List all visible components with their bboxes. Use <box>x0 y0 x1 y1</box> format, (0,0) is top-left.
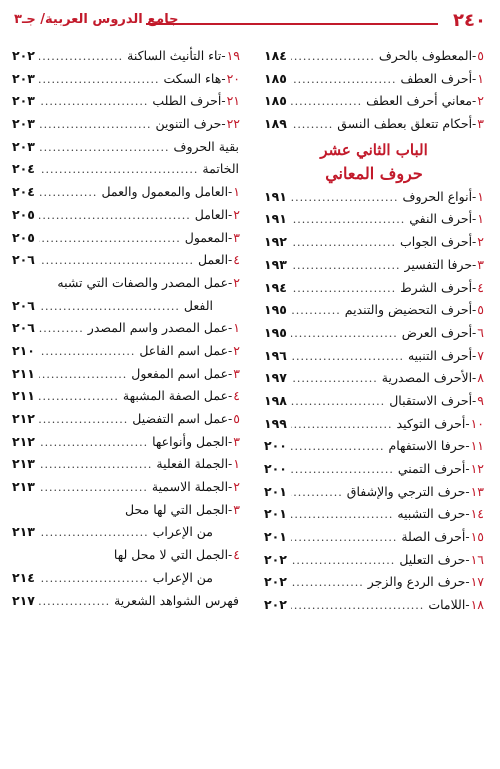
entry-page: ٢٠٢ <box>264 574 287 590</box>
entry-number: ١ <box>477 188 484 204</box>
toc-right-bottom <box>264 189 484 620</box>
entry-page: ١٩٥ <box>264 324 287 340</box>
entry-title: من الإعراب <box>152 524 213 540</box>
entry-title: -الجمل التي لا محل لها <box>113 547 233 563</box>
page-header <box>14 10 486 34</box>
entry-title: -الجمل وأنواعها <box>152 433 233 449</box>
entry-number: ١٨ <box>470 597 484 613</box>
book-title: جامع الدروس العربية/ جـ٣ <box>14 12 179 27</box>
entry-title: -عمل اسم المفعول <box>131 365 233 381</box>
dot-leader <box>291 96 362 107</box>
entry-title: -المعطوف بالحرف <box>378 48 477 63</box>
entry-number: ١ <box>233 320 240 336</box>
entry-page: ١٩٦ <box>264 347 287 363</box>
toc-entry <box>264 93 484 116</box>
dot-leader <box>291 600 424 611</box>
entry-number: ١٢ <box>470 461 484 476</box>
dot-leader <box>39 142 170 153</box>
entry-number: ٢ <box>477 93 484 109</box>
dot-leader <box>291 351 404 362</box>
entry-title: -أحرف الصلة <box>401 529 470 545</box>
entry-number: ١٠ <box>470 415 484 431</box>
entry-number: ٣ <box>233 433 240 449</box>
toc-entry <box>12 524 240 547</box>
entry-title: -عمل اسم التفضيل <box>132 411 233 426</box>
dot-leader <box>39 96 148 107</box>
entry-page: ١٩٧ <box>264 370 287 386</box>
dot-leader <box>291 119 333 130</box>
entry-page: ٢١٣ <box>12 524 35 540</box>
entry-number: ٦ <box>477 324 484 340</box>
header-rule <box>146 23 438 25</box>
entry-page: ٢١١ <box>12 388 35 404</box>
entry-number: ١ <box>477 211 484 227</box>
toc-entry <box>264 280 484 303</box>
entry-number: ١٦ <box>470 551 484 567</box>
entry-page: ١٨٩ <box>264 116 287 132</box>
entry-number: ٢ <box>233 479 240 495</box>
toc-entry <box>264 484 484 507</box>
entry-page: ٢٠٠ <box>264 438 287 454</box>
entry-page: ٢٠٤ <box>12 184 35 200</box>
entry-page: ١٩١ <box>264 211 287 227</box>
dot-leader <box>291 328 398 339</box>
dot-leader <box>291 283 396 294</box>
entry-title: -الجملة الفعلية <box>156 456 233 472</box>
entry-title: -أنواع الحروف <box>402 188 477 204</box>
dot-leader <box>39 233 181 244</box>
chapter-subtitle: حروف المعاني <box>325 163 423 183</box>
toc-entry <box>12 320 240 343</box>
toc-entry <box>12 116 240 139</box>
toc-entry <box>12 456 240 479</box>
toc-entry <box>264 370 484 393</box>
dot-leader <box>291 373 378 384</box>
dot-leader <box>39 255 194 266</box>
entry-number: ١٩ <box>226 48 240 63</box>
dot-leader <box>39 369 127 380</box>
entry-title: -عمل المصدر والصفات التي تشبه <box>57 274 233 290</box>
entry-title: -العامل والمعمول والعمل <box>101 184 233 200</box>
dot-leader <box>39 482 148 493</box>
entry-number: ٢٢ <box>226 116 240 132</box>
toc-entry <box>264 506 484 529</box>
page-number: ٢٤٠ <box>453 10 486 31</box>
entry-title: -أحرف الجواب <box>399 234 477 250</box>
entry-page: ٢١٧ <box>12 592 35 608</box>
entry-page: ١٨٤ <box>264 48 287 63</box>
entry-title: -حرفا الاستفهام <box>388 438 470 454</box>
entry-title: -عمل الصفة المشبهة <box>122 388 233 404</box>
entry-page: ٢٠١ <box>264 483 287 499</box>
entry-title: -الجملة الاسمية <box>151 479 233 495</box>
entry-title: -اللامات <box>428 597 470 613</box>
entry-number: ٤ <box>477 279 484 295</box>
toc-entry <box>12 230 240 253</box>
toc-entry <box>12 388 240 411</box>
entry-title: -أحرف الاستقبال <box>389 392 477 408</box>
entry-page: ٢٠٣ <box>12 93 35 109</box>
entry-page: ٢٠٣ <box>12 70 35 86</box>
toc-entry <box>12 161 240 184</box>
toc-entry <box>12 593 240 616</box>
entry-number: ١٣ <box>470 483 484 499</box>
entry-number: ٧ <box>477 347 484 363</box>
entry-page: ٢٠٤ <box>12 161 35 177</box>
entry-number: ٥ <box>477 48 484 63</box>
entry-title: -أحكام تتعلق بعطف النسق <box>337 116 477 132</box>
toc-entry <box>264 325 484 348</box>
entry-title: فهرس الشواهد الشعرية <box>114 592 239 608</box>
entry-title: -أحرف التوكيد <box>396 415 470 431</box>
entry-number: ٣ <box>477 256 484 272</box>
dot-leader <box>291 419 393 430</box>
entry-page: ١٩٨ <box>264 392 287 408</box>
entry-page: ٢٠٥ <box>12 206 35 222</box>
dot-leader <box>39 323 84 334</box>
entry-page: ٢١٠ <box>12 342 35 358</box>
dot-leader <box>291 464 394 475</box>
toc-entry <box>12 479 240 502</box>
toc-entry <box>264 211 484 234</box>
entry-number: ٣ <box>233 501 240 517</box>
entry-title: -حرف الترجي والإشفاق <box>346 483 470 499</box>
dot-leader <box>291 555 395 566</box>
toc-entry <box>264 574 484 597</box>
entry-title: -الجمل التي لها محل <box>125 501 233 517</box>
dot-leader <box>39 437 148 448</box>
entry-page: ١٨٥ <box>264 93 287 109</box>
toc-entry <box>264 393 484 416</box>
dot-leader <box>291 487 343 498</box>
entry-page: ١٩٩ <box>264 415 287 431</box>
dot-leader <box>291 396 385 407</box>
entry-title: -العامل <box>194 206 233 222</box>
dot-leader <box>39 414 128 425</box>
entry-page: ٢٠٦ <box>12 320 35 336</box>
entry-title: -أحرف العطف <box>400 70 477 86</box>
entry-title: من الإعراب <box>152 569 213 585</box>
entry-title: -حرف التنوين <box>155 116 226 132</box>
entry-number: ٢٠ <box>226 70 240 86</box>
toc-right-column <box>264 48 484 620</box>
entry-number: ٢ <box>477 234 484 250</box>
dot-leader <box>39 74 160 85</box>
entry-page: ٢١٤ <box>12 569 35 585</box>
dot-leader <box>291 305 341 316</box>
entry-number: ٤ <box>233 252 240 268</box>
toc-left-list <box>12 48 240 615</box>
chapter-title: الباب الثاني عشر <box>320 140 428 159</box>
dot-leader <box>39 210 191 221</box>
entry-title: الفعل <box>183 297 213 313</box>
toc-entry <box>264 116 484 139</box>
dot-leader <box>39 391 119 402</box>
dot-leader <box>291 192 399 203</box>
entry-page: ١٨٥ <box>264 70 287 86</box>
entry-title: -حرف التعليل <box>399 551 470 567</box>
toc-entry <box>12 298 240 321</box>
entry-number: ٢ <box>233 206 240 222</box>
toc-entry <box>264 597 484 620</box>
entry-page: ٢٠٦ <box>12 297 35 313</box>
entry-title: -هاء السكت <box>163 70 226 86</box>
toc-entry <box>12 411 240 434</box>
toc-entry <box>264 438 484 461</box>
dot-leader <box>39 164 199 175</box>
dot-leader <box>39 459 153 470</box>
entry-number: ٤ <box>233 547 240 563</box>
entry-title: الخاتمة <box>202 161 239 177</box>
toc-entry <box>264 302 484 325</box>
entry-page: ٢٠١ <box>264 529 287 545</box>
entry-number: ٥ <box>477 302 484 318</box>
dot-leader <box>291 532 397 543</box>
toc-entry <box>12 139 240 162</box>
entry-page: ٢٠٣ <box>12 116 35 132</box>
entry-number: ٤ <box>233 388 240 404</box>
entry-number: ٣ <box>233 365 240 381</box>
toc-entry <box>12 366 240 389</box>
entry-number: ١٧ <box>470 574 484 590</box>
entry-number: ٨ <box>477 370 484 386</box>
entry-title: -أحرف الطلب <box>152 93 226 109</box>
entry-number: ١١ <box>470 438 484 454</box>
toc-right-top <box>264 48 484 139</box>
entry-title: -أحرف الشرط <box>400 279 477 295</box>
dot-leader <box>291 260 401 271</box>
dot-leader <box>39 527 149 538</box>
entry-title: -الأحرف المصدرية <box>381 370 477 386</box>
dot-leader <box>291 74 397 85</box>
entry-page: ١٩٤ <box>264 279 287 295</box>
entry-page: ٢٠٠ <box>264 461 287 476</box>
entry-number: ٢ <box>233 274 240 290</box>
dot-leader <box>39 346 135 357</box>
entry-number: ١ <box>233 456 240 472</box>
entry-page: ٢٠٦ <box>12 252 35 268</box>
entry-title: -المعمول <box>184 229 233 245</box>
dot-leader <box>291 51 375 62</box>
dot-leader <box>291 214 405 225</box>
entry-page: ٢٠٣ <box>12 138 35 154</box>
dot-leader <box>291 237 396 248</box>
entry-title: -العمل <box>198 252 233 268</box>
toc-entry <box>12 343 240 366</box>
entry-page: ٢١١ <box>12 365 35 381</box>
entry-title: -أحرف العرض <box>401 324 477 340</box>
entry-number: ٩ <box>477 392 484 408</box>
dot-leader <box>39 573 149 584</box>
toc-entry <box>12 48 240 71</box>
entry-page: ١٩٣ <box>264 256 287 272</box>
entry-number: ١٤ <box>470 506 484 522</box>
toc-entry <box>12 93 240 116</box>
entry-page: ٢١٢ <box>12 433 35 449</box>
entry-number: ١ <box>477 70 484 86</box>
entry-title: -معاني أحرف العطف <box>366 93 477 109</box>
entry-title: -عمل اسم الفاعل <box>139 342 233 358</box>
entry-title: -أحرف التنبيه <box>407 347 477 363</box>
entry-title: -أحرف التحضيض والتنديم <box>344 302 477 318</box>
dot-leader <box>39 187 98 198</box>
toc-entry <box>12 184 240 207</box>
dot-leader <box>39 596 110 607</box>
toc-entry <box>264 257 484 280</box>
dot-leader <box>291 509 393 520</box>
entry-number: ١٥ <box>470 529 484 545</box>
dot-leader <box>39 301 180 312</box>
toc-entry <box>264 552 484 575</box>
entry-number: ٢١ <box>226 93 240 109</box>
toc-entry <box>12 252 240 275</box>
entry-page: ١٩٢ <box>264 234 287 250</box>
entry-page: ١٩٥ <box>264 302 287 318</box>
toc-entry <box>264 71 484 94</box>
entry-page: ٢٠٢ <box>264 597 287 613</box>
entry-page: ٢٠٥ <box>12 229 35 245</box>
dot-leader <box>291 577 364 588</box>
entry-title: -أحرف التمني <box>397 461 470 476</box>
toc-entry <box>264 416 484 439</box>
toc-entry <box>264 189 484 212</box>
entry-page: ١٩١ <box>264 188 287 204</box>
toc-entry <box>264 48 484 71</box>
entry-title: -حرف التشبيه <box>397 506 470 522</box>
entry-page: ٢٠١ <box>264 506 287 522</box>
toc-entry <box>12 71 240 94</box>
entry-title: -تاء التأنيث الساكنة <box>127 48 226 63</box>
dot-leader <box>39 119 152 130</box>
toc-entry <box>12 502 240 525</box>
entry-title: -عمل المصدر واسم المصدر <box>87 320 233 336</box>
entry-title: بقية الحروف <box>173 138 239 154</box>
toc-entry <box>12 275 240 298</box>
toc-entry <box>12 207 240 230</box>
toc-entry <box>12 434 240 457</box>
entry-page: ٢٠٢ <box>264 551 287 567</box>
toc-entry <box>12 547 240 570</box>
entry-number: ١ <box>233 184 240 200</box>
toc-entry <box>264 529 484 552</box>
entry-title: -حرفا التفسير <box>404 256 477 272</box>
toc-entry <box>12 570 240 593</box>
entry-number: ٣ <box>477 116 484 132</box>
toc-left-column <box>12 48 240 615</box>
entry-title: -حرف الردع والزجر <box>367 574 470 590</box>
entry-title: -أحرف النفي <box>409 211 477 227</box>
entry-page: ٢١٣ <box>12 456 35 472</box>
entry-page: ٢٠٢ <box>12 48 35 63</box>
toc-entry <box>264 348 484 371</box>
entry-number: ٢ <box>233 342 240 358</box>
entry-number: ٥ <box>233 411 240 426</box>
toc-entry <box>264 461 484 484</box>
entry-page: ٢١٢ <box>12 411 35 426</box>
entry-page: ٢١٣ <box>12 479 35 495</box>
toc-entry <box>264 234 484 257</box>
entry-number: ٣ <box>233 229 240 245</box>
dot-leader <box>291 441 385 452</box>
dot-leader <box>39 51 123 62</box>
